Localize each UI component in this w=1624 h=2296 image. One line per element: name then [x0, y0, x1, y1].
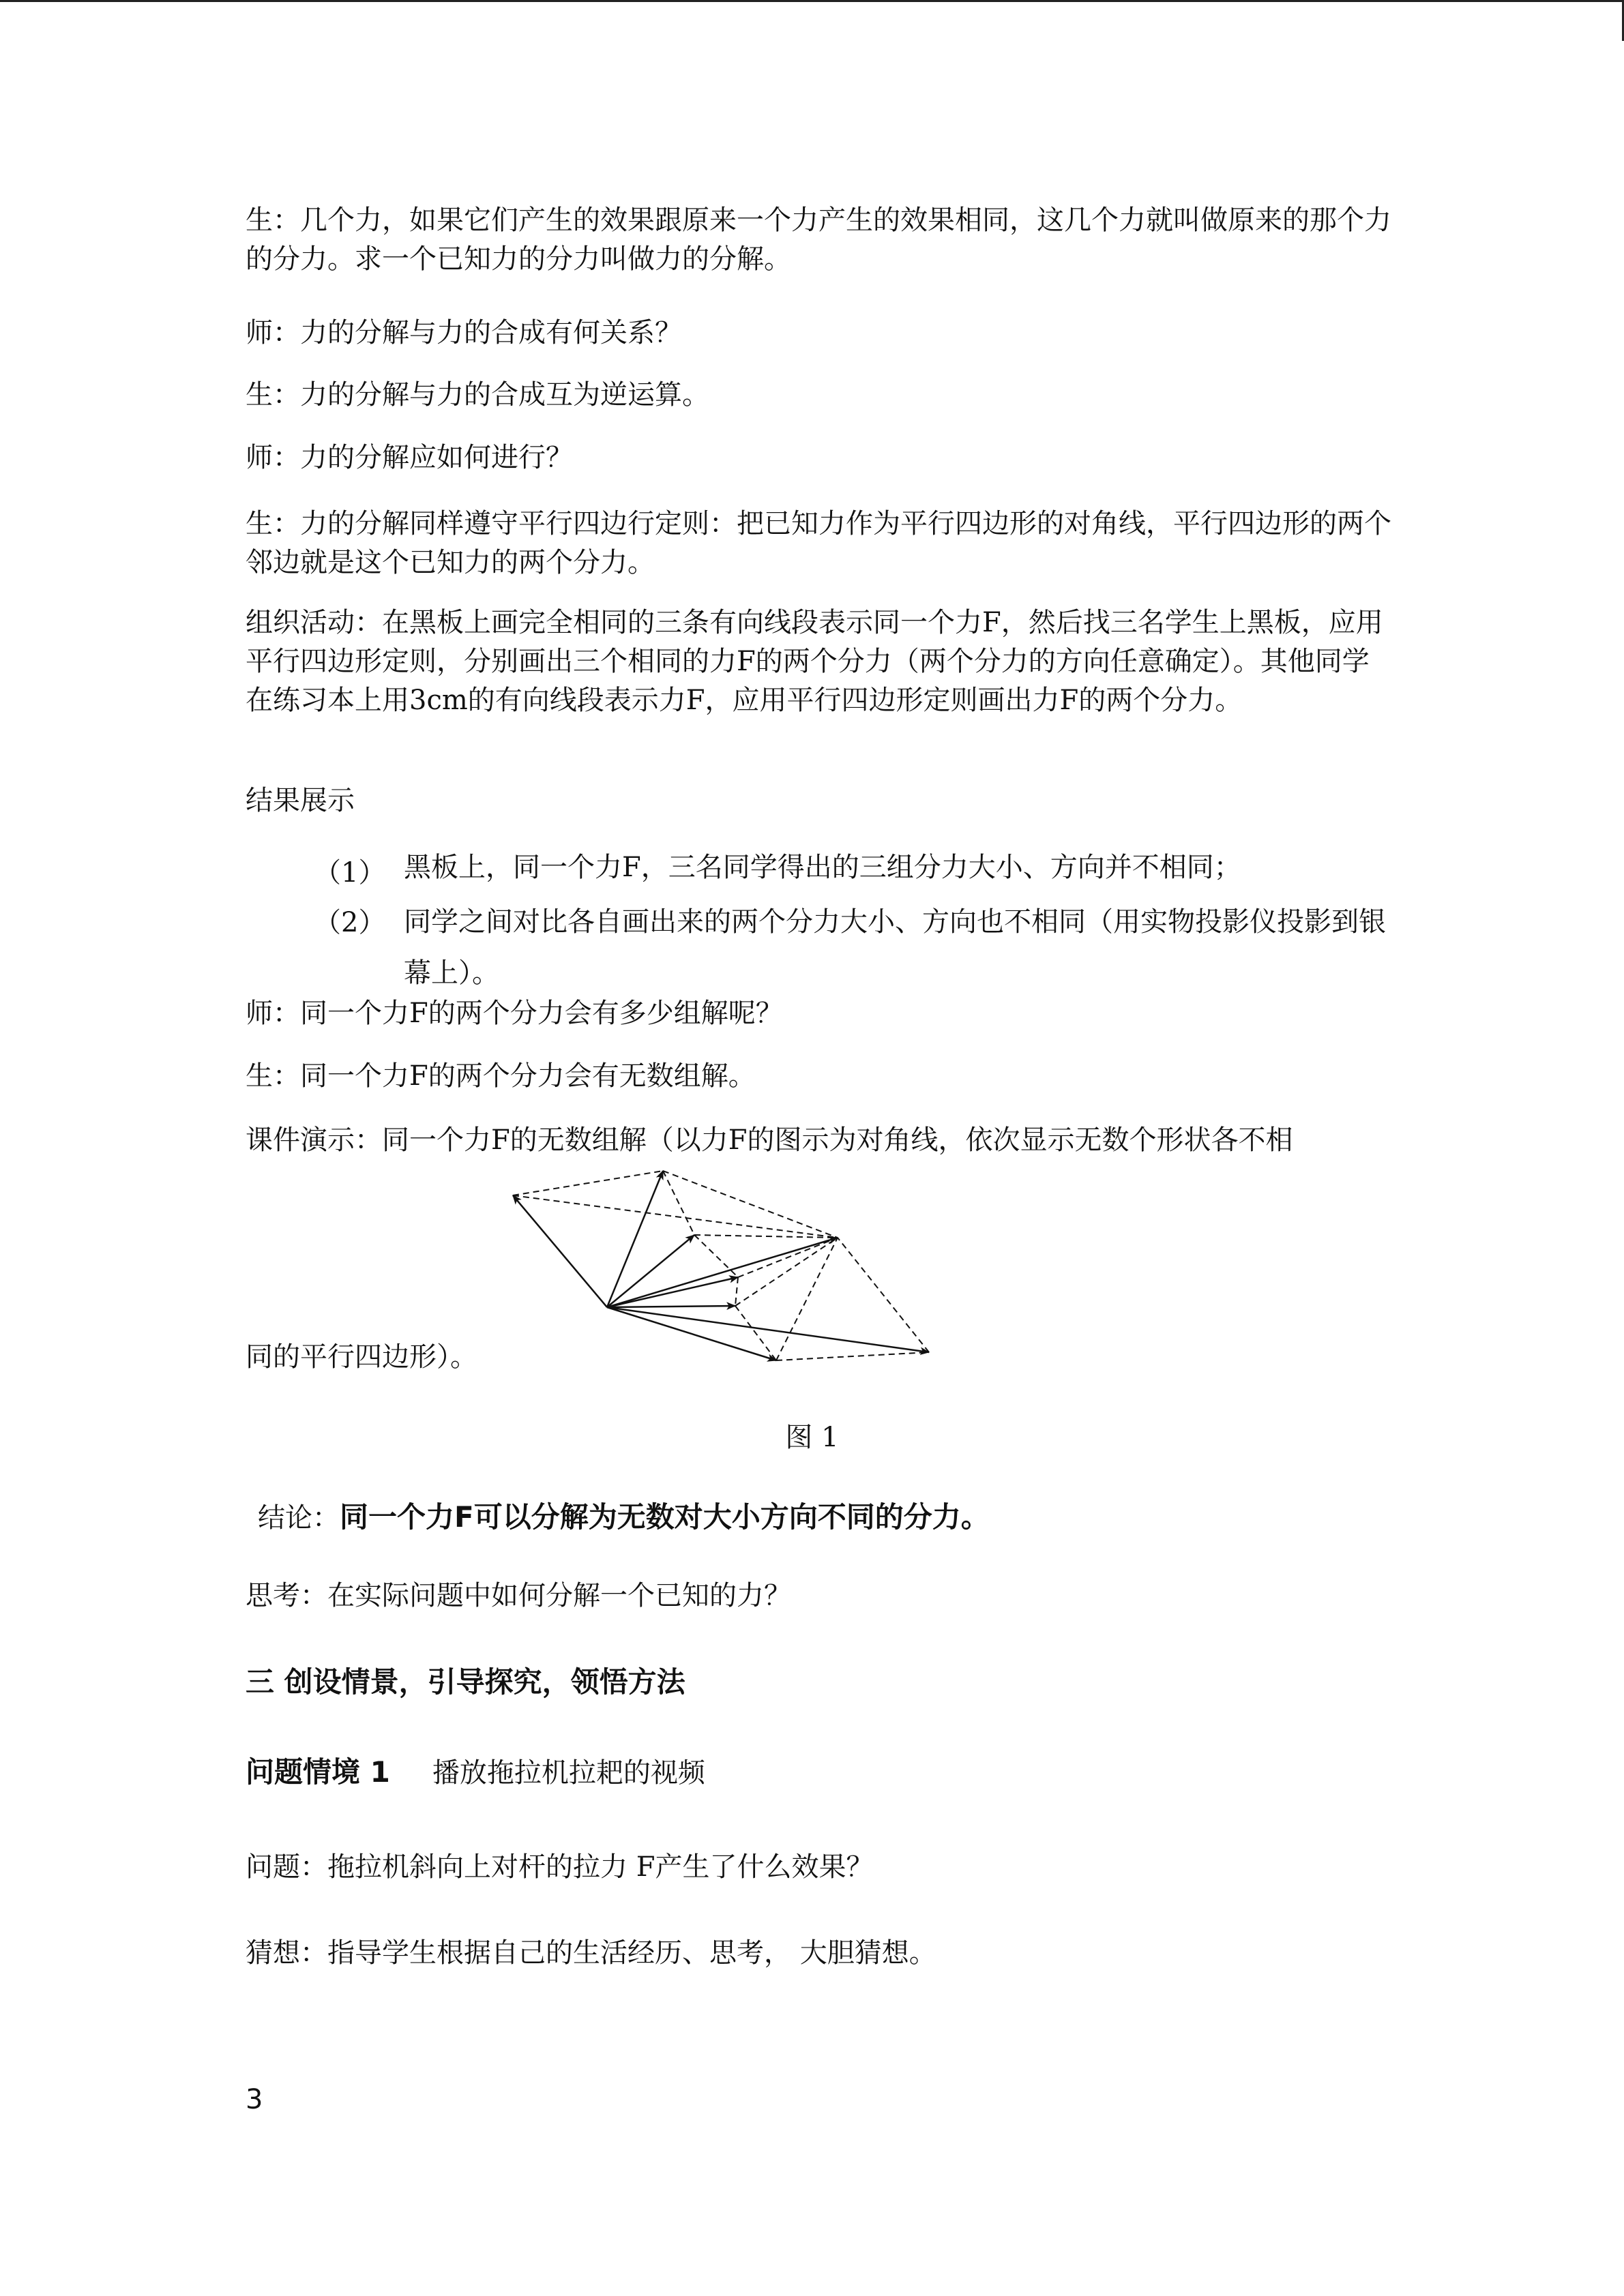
paragraph-parallelogram-rule: 生：力的分解同样遵守平行四边行定则：把已知力作为平行四边形的对角线，平行四边形的两个邻边就是这个已知力的两个分力。: [246, 508, 1391, 578]
component-arrow: [607, 1277, 738, 1307]
resultant-force-arrow: [607, 1238, 838, 1307]
conclusion: [258, 1497, 1404, 1538]
list-item-number: （1）: [314, 857, 386, 889]
component-arrow: [607, 1306, 735, 1307]
paragraph-think: 思考：在实际问题中如何分解一个已知的力？: [246, 1580, 791, 1611]
paragraph-component-definition: 生：几个力，如果它们产生的效果跟原来一个力产生的效果相同，这几个力就叫做原来的那个力的分力。求一个已知力的分力叫做力的分解。: [246, 205, 1391, 275]
parallelogram-dashed-sides: [513, 1171, 929, 1360]
paragraph-teacher-question-how: 师：力的分解应如何进行？: [246, 442, 573, 473]
page-top-border: [0, 0, 1624, 2]
list-item-number: （2）: [314, 907, 386, 938]
scenario-heading: [246, 1753, 1391, 1793]
conclusion-text: 同一个力F可以分解为无数对大小方向不同的分力。: [340, 1500, 990, 1534]
conclusion-label: 结论：: [258, 1502, 340, 1534]
paragraph-question: 问题：拖拉机斜向上对杆的拉力 F产生了什么效果？: [246, 1851, 874, 1883]
paragraph-guess: 猜想：指导学生根据自己的生活经历、思考， 大胆猜想。: [246, 1937, 936, 1969]
section-heading: 三 创设情景，引导探究，领悟方法: [246, 1665, 685, 1699]
paragraph-student-answer-infinite: 生：同一个力F的两个分力会有无数组解。: [246, 1060, 756, 1092]
paragraph-activity: 组织活动：在黑板上画完全相同的三条有向线段表示同一个力F，然后找三名学生上黑板，应用平行四边形定则，分别画出三个相同的力F的两个分力（两个分力的方向任意确定）。其他同学在练习本上用3cm的有向线段表示力F，应用平行四边形定则画出力F的两个分力。: [246, 607, 1383, 716]
page-number: 3: [246, 2084, 263, 2115]
paragraph-teacher-question-solutions: 师：同一个力F的两个分力会有多少组解呢？: [246, 998, 783, 1029]
scenario-label: 问题情境 1: [246, 1755, 390, 1789]
component-arrow: [607, 1307, 776, 1360]
component-arrow: [607, 1171, 663, 1307]
list-item-text: 同学之间对比各自画出来的两个分力大小、方向也不相同（用实物投影仪投影到银幕上）。: [404, 906, 1386, 989]
paragraph-results-heading: 结果展示: [246, 785, 355, 816]
list-item-text: 黑板上，同一个力F，三名同学得出的三组分力大小、方向并不相同；: [404, 852, 1241, 883]
paragraph-student-answer-inverse: 生：力的分解与力的合成互为逆运算。: [246, 379, 709, 411]
paragraph-courseware-demo-end: 同的平行四边形）。: [246, 1341, 477, 1373]
paragraph-courseware-demo: 课件演示：同一个力F的无数组解（以力F的图示为对角线，依次显示无数个形状各不相: [246, 1124, 1293, 1156]
paragraph-teacher-question-relation: 师：力的分解与力的合成有何关系？: [246, 317, 682, 348]
scenario-text: 播放拖拉机拉耙的视频: [432, 1757, 705, 1789]
figure-caption: 图 1: [785, 1422, 839, 1453]
component-arrow: [607, 1307, 929, 1352]
force-decomposition-figure: [505, 1163, 941, 1367]
